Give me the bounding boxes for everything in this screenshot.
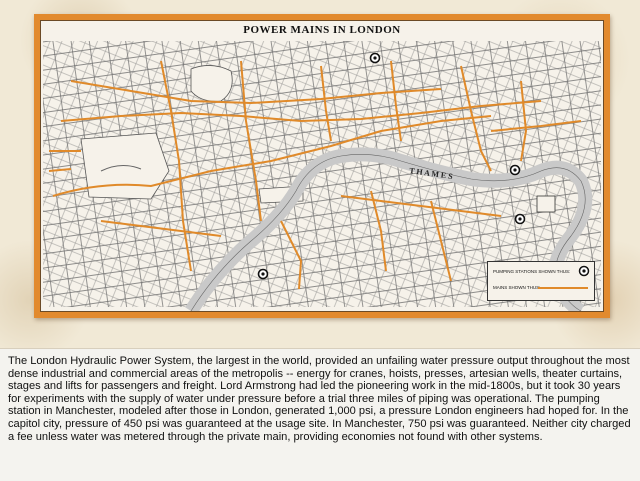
- map-frame: [34, 14, 610, 318]
- legend-pumping-label: PUMPING STATIONS SHOWN THUS:: [493, 269, 571, 274]
- legend-mains-label: MAINS SHOWN THUS:: [493, 285, 541, 290]
- map-legend: [487, 261, 595, 301]
- caption-panel: [0, 348, 640, 481]
- legend-mains-line: [538, 285, 588, 291]
- legend-pumping-icon: [578, 265, 590, 277]
- legend-mains-row: [493, 285, 540, 290]
- tower-of-london: [537, 196, 555, 212]
- river-label: T H A M E S: [408, 166, 454, 182]
- legend-pumping-row: [493, 269, 570, 274]
- map-panel: [40, 20, 604, 312]
- hyde-park: [81, 133, 169, 199]
- map-title: POWER MAINS IN LONDON: [243, 24, 401, 36]
- regents-park: [191, 65, 232, 101]
- caption-text: The London Hydraulic Power System, the largest in the world, provided an unfailing water pressure output throughout the most dense industrial and commercial areas of the metropolis -- energy for cranes, hoists, presses, artesian wells, theater curtains, stages and lifts for passengers and freight. Lord Armstrong had led the pioneering work in the mid-1800s, but it took 30 years for experiments with the supply of water under pressure before a trial three miles of piping was operational. The pumping station in Manchester, modeled after those in London, generated 1,000 psi, a pressure London engineers had hoped for. In the capitol city, pressure of 450 psi was guaranteed at the usage site. In Manchester, 750 psi was guaranteed. Neither city charged a fee unless water was metered through the private main, providing economies not found with other systems.: [8, 355, 631, 443]
